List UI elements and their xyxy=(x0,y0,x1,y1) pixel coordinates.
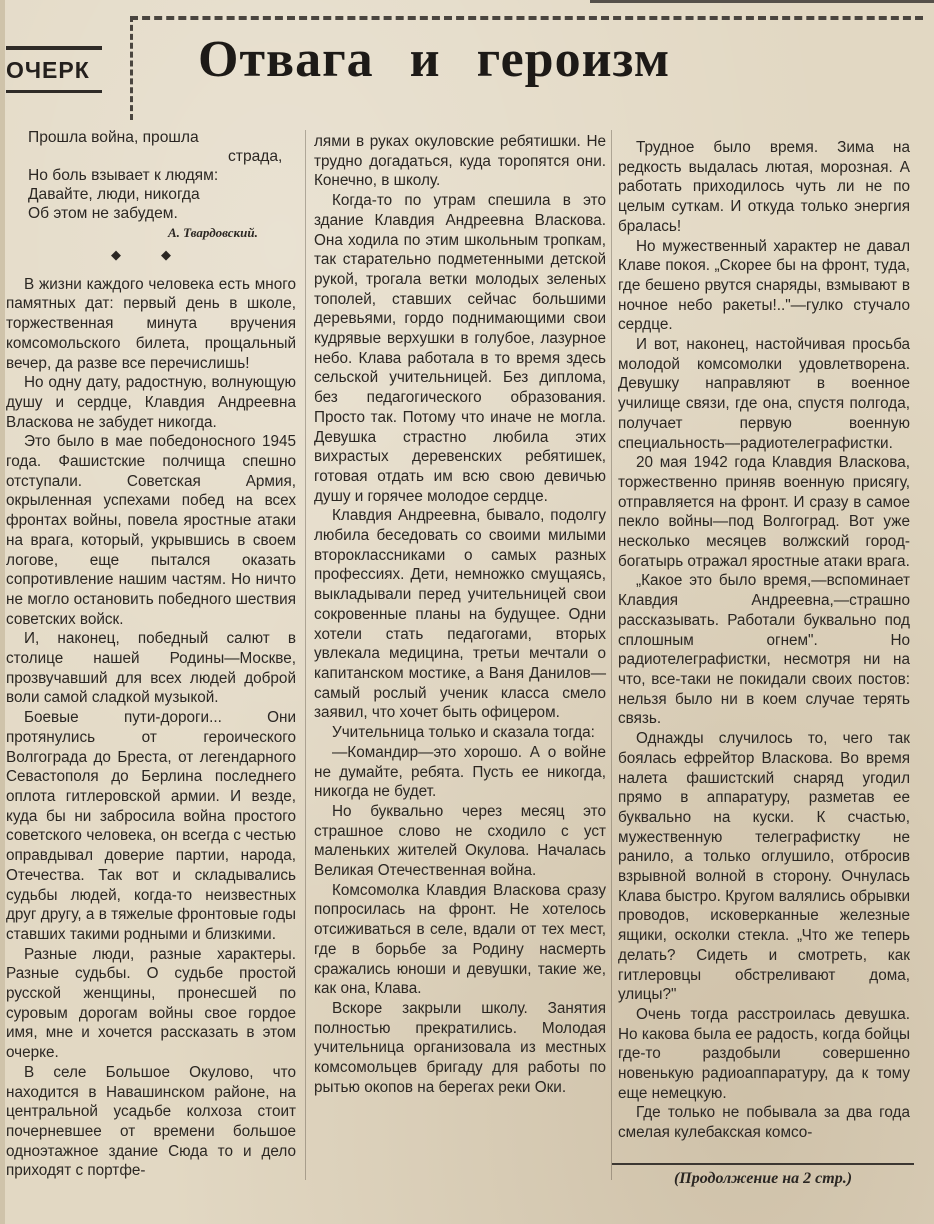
epigraph-line: Об этом не забудем. xyxy=(28,205,178,222)
paragraph: 20 мая 1942 года Клавдия Власкова, торжественно приняв военную присягу, отправляется на фронт. И сразу в самое пекло войны—под Волгоград. Вот уже несколько месяцев волжский город-богатырь отражал яростные атаки врага. xyxy=(618,454,910,570)
paragraph: Вскоре закрыли школу. Занятия полностью прекратились. Молодая учительница организовала из местных комсомольцев бригаду для работы по рытью окопов на берегах реки Оки. xyxy=(314,999,606,1096)
section-label: ОЧЕРК xyxy=(6,46,102,93)
paragraph: Но одну дату, радостную, волнующую душу и сердце, Клавдия Андреевна Власкова не забудет никогда. xyxy=(6,374,296,431)
epigraph-author: А. Твардовский. xyxy=(168,225,258,240)
epigraph xyxy=(28,128,298,241)
paragraph: Когда-то по утрам спешила в это здание Клавдия Андреевна Власкова. Она ходила по этим школьным тропкам, так старательно подметенными детской рукой, трогала ветки молодых зеленых тополей, ставших сейчас большими деревьями, гордо поднимающими свои кудрявые верхушки в голубое, лазурное небо. Клава работала в то время здесь сельской учительницей. Без диплома, без педагогического образования. Просто так. Потому что иначе не могла. Девушка страстно любила этих вихрастых деревенских ребятишек, готовая отдать им всю свою девичью душу и горячее молодое сердце. xyxy=(314,192,606,505)
article-title: Отвага и героизм xyxy=(198,31,671,88)
diamond-ornament: ◆◆ xyxy=(111,247,211,262)
column-divider xyxy=(305,130,306,1180)
epigraph-line: Но боль взывает к людям: xyxy=(28,167,219,184)
paragraph: В жизни каждого человека есть много памятных дат: первый день в школе, торжественная минута вручения комсомольского билета, прощальный вечер, да разве все перечислишь! xyxy=(6,275,296,372)
column-1 xyxy=(6,128,296,1181)
paragraph: Клавдия Андреевна, бывало, подолгу любила беседовать со своими милыми второклассниками о самых разных профессиях. Дети, немножко смущаясь, выкладывали перед учительницей свои сокровенные планы на будущее. Одни хотели стать педагогами, вторых увлекала медицина, третьи мечтали о капитанском мостике, а Ваня Данилов—самый рослый ученик класса смело заявил, что хочет быть офицером. xyxy=(314,507,606,722)
column-divider xyxy=(611,130,612,1180)
column-3 xyxy=(618,138,910,1143)
epigraph-line: Давайте, люди, никогда xyxy=(28,186,200,203)
paragraph: Это было в мае победоносного 1945 года. Фашистские полчища спешно отступали. Советская Армия, окрыленная успехами побед на всех фронтах войны, повела яростные атаки на врага, который, укрывшись в своем логове, еще пытался оказать сопротивление нашим частям. Но ничто не могло остановить победного шествия советских войск. xyxy=(6,433,296,628)
paragraph: „Какое это было время,—вспоминает Клавдия Андреевна,—страшно рассказывать. Работали буквально под сплошным огнем". Но радиотелеграфистки, несмотря ни на что, все-таки не покидали своих постов: нельзя было ни в коем случае терять связь. xyxy=(618,572,910,728)
paragraph: Но мужественный характер не давал Клаве покоя. „Скорее бы на фронт, туда, где бешено рвутся снаряды, взмывают в ночное небо ракеты!.."—гулко стучало сердце. xyxy=(618,237,910,334)
epigraph-line: страда, xyxy=(228,148,283,165)
epigraph-line: Прошла война, прошла xyxy=(28,129,199,146)
paragraph: Боевые пути-дороги... Они протянулись от героического Волгограда до Бреста, от легендарного Севастополя до Берлина последнего оплота гитлеровской армии. И везде, куда бы ни забросила война простого советского человека, он всегда с честью оправдывал доверие партии, народа, Отечества. Так вот и складывались судьбы людей, когда-то неизвестных друг другу, а в тяжелые фронтовые годы ставших такими родными и близкими. xyxy=(6,709,296,943)
paragraph: В селе Большое Окулово, что находится в Навашинском районе, на центральной усадьбе колхоза стоит почерневшее от времени большое одноэтажное здание Сюда то и дело приходят с портфе- xyxy=(6,1063,296,1180)
paragraph: Комсомолка Клавдия Власкова сразу попросилась на фронт. Не хотелось отсиживаться в селе, вдали от тех мест, где в борьбе за Родину насмерть сражались юноши и девушки, такие же, как она, Клава. xyxy=(314,881,606,998)
paragraph: Однажды случилось то, чего так боялась ефрейтор Власкова. Во время налета фашистский снаряд угодил прямо в аппаратуру, разметав ее буквально на куски. К счастью, мужественную телеграфистку не ранило, а только оглушило, отбросив взрывной волной в сторону. Очнулась Клава быстро. Кругом валялись обрывки проводов, исковерканные железные ящики, осколки стекла. „Что же теперь делать? Сидеть и смотреть, как гитлеровцы обстреливают дома, улицы?" xyxy=(618,730,910,1004)
paragraph: Разные люди, разные характеры. Разные судьбы. О судьбе простой русской женщины, пронесшей по суровым дорогам войны свое гордое имя, мне и хочется рассказать в этом очерке. xyxy=(6,945,296,1062)
paragraph: Очень тогда расстроилась девушка. Но какова была ее радость, когда бойцы где-то раздобыли совершенно новенькую радиоаппаратуру, да к тому еще немецкую. xyxy=(618,1005,910,1102)
top-border xyxy=(590,0,934,13)
paragraph: —Командир—это хорошо. А о войне не думайте, ребята. Пусть ее никогда, никогда не будет. xyxy=(314,743,606,801)
continuation-note: (Продолжение на 2 стр.) xyxy=(612,1163,914,1188)
page-edge xyxy=(0,0,5,1224)
paragraph: Учительница только и сказала тогда: xyxy=(332,724,595,742)
paragraph: И вот, наконец, настойчивая просьба молодой комсомолки удовлетворена. Девушку направляют в военное училище связи, где она, спустя полгода, получает первую военную специальность—радиотелеграфистки. xyxy=(618,336,910,452)
paragraph: Но буквально через месяц это страшное слово не сходило с уст маленьких жителей Окулова. Началась Великая Отечественная война. xyxy=(314,802,606,880)
paragraph: И, наконец, победный салют в столице нашей Родины—Москве, прозвучавший для всех людей доброй воли самой сладкой музыкой. xyxy=(6,630,296,707)
paragraph: Трудное было время. Зима на редкость выдалась лютая, морозная. А работать приходилось чуть ли не по целым суткам. И откуда только энергия бралась! xyxy=(618,139,910,235)
paragraph: Где только не побывала за два года смелая кулебакская комсо- xyxy=(618,1104,910,1142)
column-2 xyxy=(314,132,606,1097)
paragraph: лями в руках окуловские ребятишки. Не трудно догадаться, куда торопятся они. Конечно, в школу. xyxy=(314,133,606,190)
